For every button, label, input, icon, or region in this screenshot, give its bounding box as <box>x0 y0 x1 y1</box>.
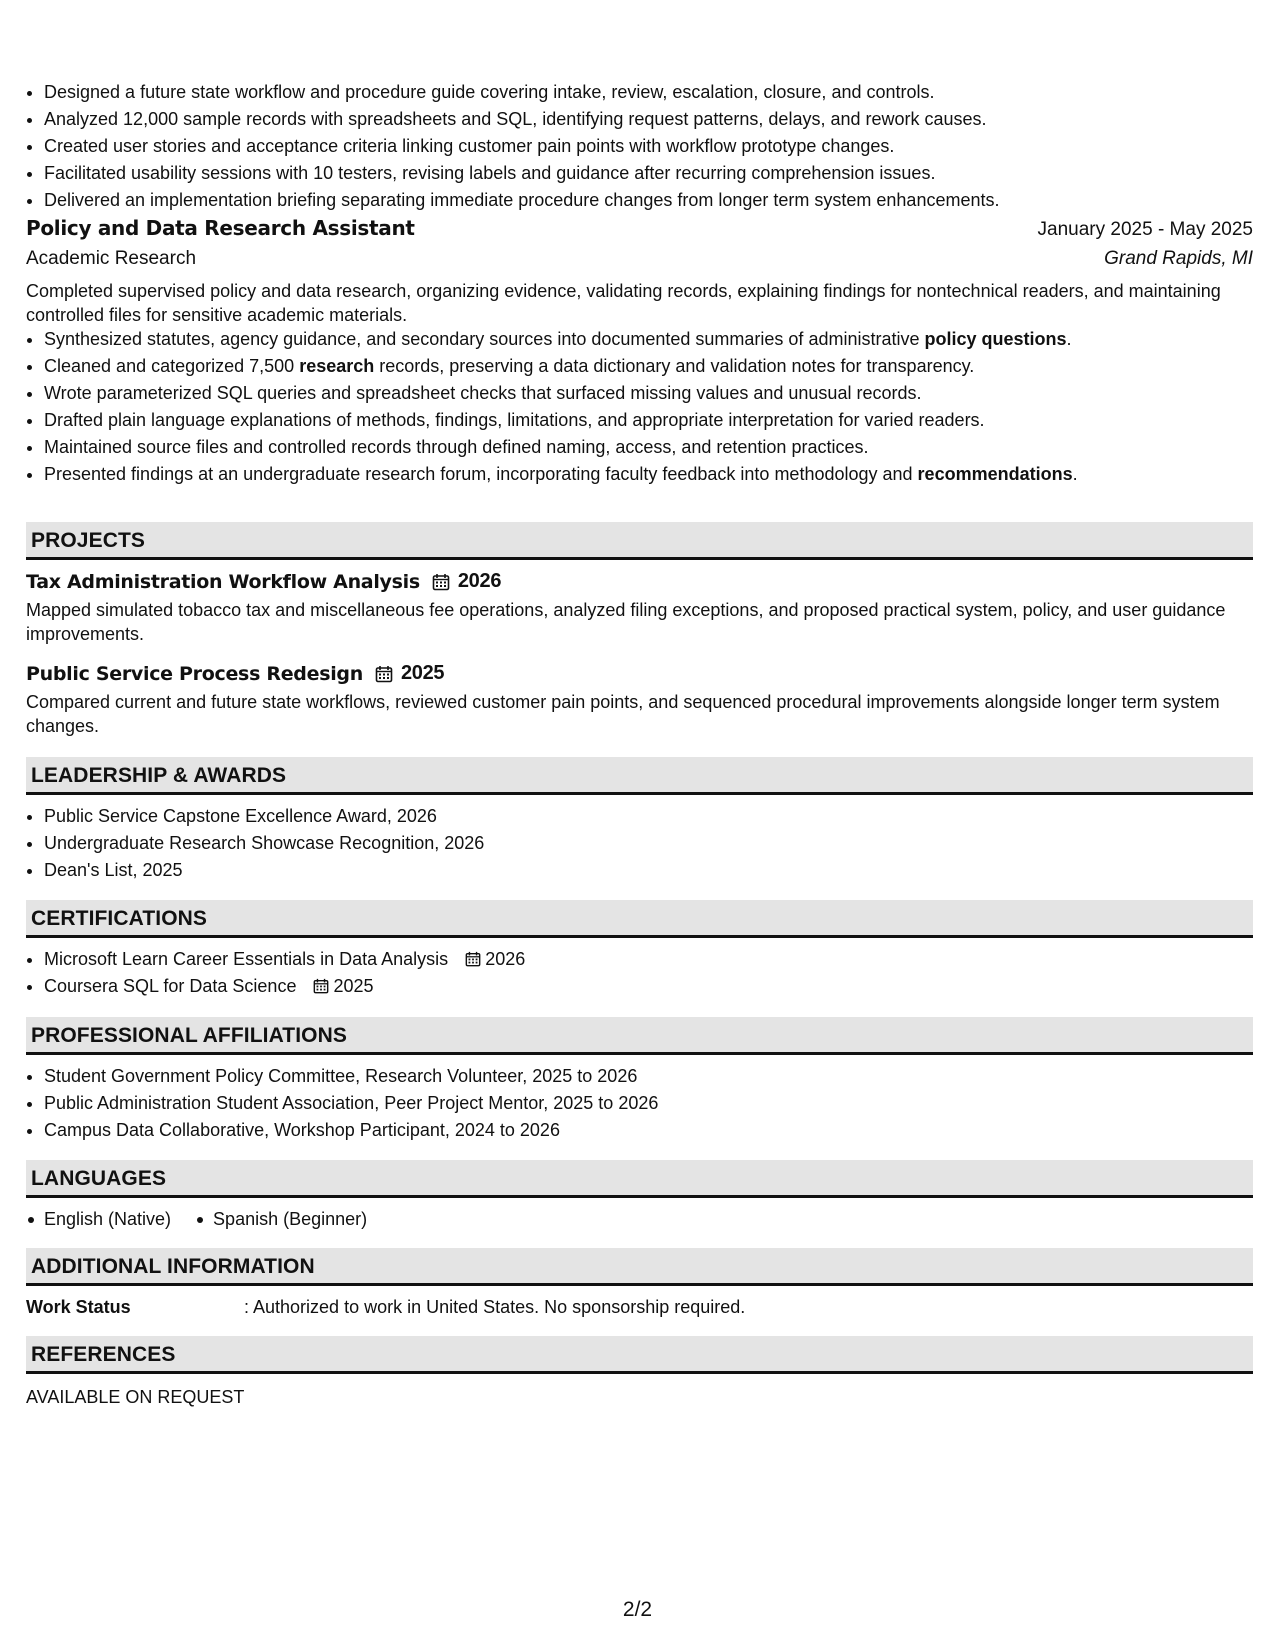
list-item: • Delivered an implementation briefing separating immediate procedure changes from longer term system enhancements. <box>44 187 1271 214</box>
job-bullets <box>26 326 1271 488</box>
section-header-certifications <box>26 900 1253 938</box>
list-item: • Synthesized statutes, agency guidance, and secondary sources into documented summaries of administrative policy questions. <box>44 326 1271 353</box>
section-title: PROJECTS <box>31 529 145 552</box>
list-item: • Created user stories and acceptance criteria linking customer pain points with workflow prototype changes. <box>44 133 1271 160</box>
certification-year: 2025 <box>333 976 374 996</box>
list-item: • Analyzed 12,000 sample records with spreadsheets and SQL, identifying request patterns, delays, and rework causes. <box>44 106 1271 133</box>
section-title: ADDITIONAL INFORMATION <box>31 1255 315 1278</box>
list-item: • Campus Data Collaborative, Workshop Participant, 2024 to 2026 <box>44 1117 1271 1144</box>
list-item: Spanish (Beginner) <box>195 1206 367 1233</box>
list-item: • Drafted plain language explanations of methods, findings, limitations, and appropriate interpretation for varied readers. <box>44 407 1271 434</box>
calendar-icon <box>313 978 329 994</box>
section-title: REFERENCES <box>31 1343 176 1366</box>
list-item: • Facilitated usability sessions with 10 testers, revising labels and guidance after recurring comprehension issues. <box>44 160 1271 187</box>
section-title: LANGUAGES <box>31 1167 167 1190</box>
calendar-icon <box>432 573 450 591</box>
section-title: LEADERSHIP & AWARDS <box>31 764 287 787</box>
section-title: PROFESSIONAL AFFILIATIONS <box>31 1024 347 1047</box>
job-organization: Academic Research <box>26 248 197 269</box>
section-header-affiliations <box>26 1017 1253 1055</box>
job-location: Grand Rapids, MI <box>1104 248 1253 269</box>
project-year: 2025 <box>400 662 445 684</box>
list-item: • Designed a future state workflow and procedure guide covering intake, review, escalation, closure, and controls. <box>44 79 1271 106</box>
section-header-references <box>26 1336 1253 1374</box>
job-summary: Completed supervised policy and data research, organizing evidence, validating records, explaining findings for nontechnical readers, and maintaining controlled files for sensitive academic materials. <box>26 281 1221 325</box>
experience-bullets <box>26 79 1271 214</box>
work-status-label: Work Status <box>26 1297 131 1317</box>
bold-keyword: policy questions <box>924 329 1067 349</box>
certifications-list <box>26 946 1271 1000</box>
references-text: AVAILABLE ON REQUEST <box>26 1387 245 1407</box>
list-item: English (Native) <box>26 1206 171 1233</box>
list-item: • Presented findings at an undergraduate research forum, incorporating faculty feedback into methodology and recommendations. <box>44 461 1271 488</box>
section-header-additional <box>26 1248 1253 1286</box>
list-item <box>44 973 1271 1000</box>
section-header-languages <box>26 1160 1253 1198</box>
list-item: • Undergraduate Research Showcase Recognition, 2026 <box>44 830 1271 857</box>
list-item: • Dean's List, 2025 <box>44 857 1271 884</box>
project-title: Tax Administration Workflow Analysis <box>26 570 420 593</box>
bold-keyword: research <box>299 356 375 376</box>
list-item <box>44 946 1271 973</box>
work-status-value: : Authorized to work in United States. No sponsorship required. <box>244 1297 746 1317</box>
list-item: • Cleaned and categorized 7,500 research records, preserving a data dictionary and validation notes for transparency. <box>44 353 1271 380</box>
project-entry <box>26 570 1253 646</box>
section-header-leadership <box>26 757 1253 795</box>
list-item: • Public Service Capstone Excellence Award, 2026 <box>44 803 1271 830</box>
job-dates: January 2025 - May 2025 <box>1037 219 1253 240</box>
section-header-projects <box>26 522 1253 560</box>
page-number: 2/2 <box>622 1598 653 1621</box>
list-item: • Wrote parameterized SQL queries and spreadsheet checks that surfaced missing values and unusual records. <box>44 380 1271 407</box>
calendar-icon <box>465 951 481 967</box>
job-entry <box>26 216 1253 270</box>
affiliations-list <box>26 1063 1271 1144</box>
certification-year: 2026 <box>485 949 526 969</box>
job-title: Policy and Data Research Assistant <box>26 216 415 240</box>
section-title: CERTIFICATIONS <box>31 907 208 930</box>
list-item: • Student Government Policy Committee, Research Volunteer, 2025 to 2026 <box>44 1063 1271 1090</box>
project-year: 2026 <box>457 570 502 592</box>
project-title: Public Service Process Redesign <box>26 662 363 685</box>
project-entry <box>26 662 1253 738</box>
project-description: Compared current and future state workflows, reviewed customer pain points, and sequenced procedural improvements alongside longer term system changes. <box>26 692 1220 736</box>
languages-list <box>26 1206 1253 1233</box>
list-item: • Public Administration Student Association, Peer Project Mentor, 2025 to 2026 <box>44 1090 1271 1117</box>
certification-name: Microsoft Learn Career Essentials in Data Analysis <box>44 949 449 969</box>
list-item: • Maintained source files and controlled records through defined naming, access, and retention practices. <box>44 434 1271 461</box>
calendar-icon <box>375 665 393 683</box>
project-description: Mapped simulated tobacco tax and miscellaneous fee operations, analyzed filing exceptions, and proposed practical system, policy, and user guidance improvements. <box>26 600 1226 644</box>
certification-name: Coursera SQL for Data Science <box>44 976 297 996</box>
awards-list <box>26 803 1271 884</box>
work-status-row <box>26 1297 1253 1318</box>
bold-keyword: recommendations <box>917 464 1073 484</box>
